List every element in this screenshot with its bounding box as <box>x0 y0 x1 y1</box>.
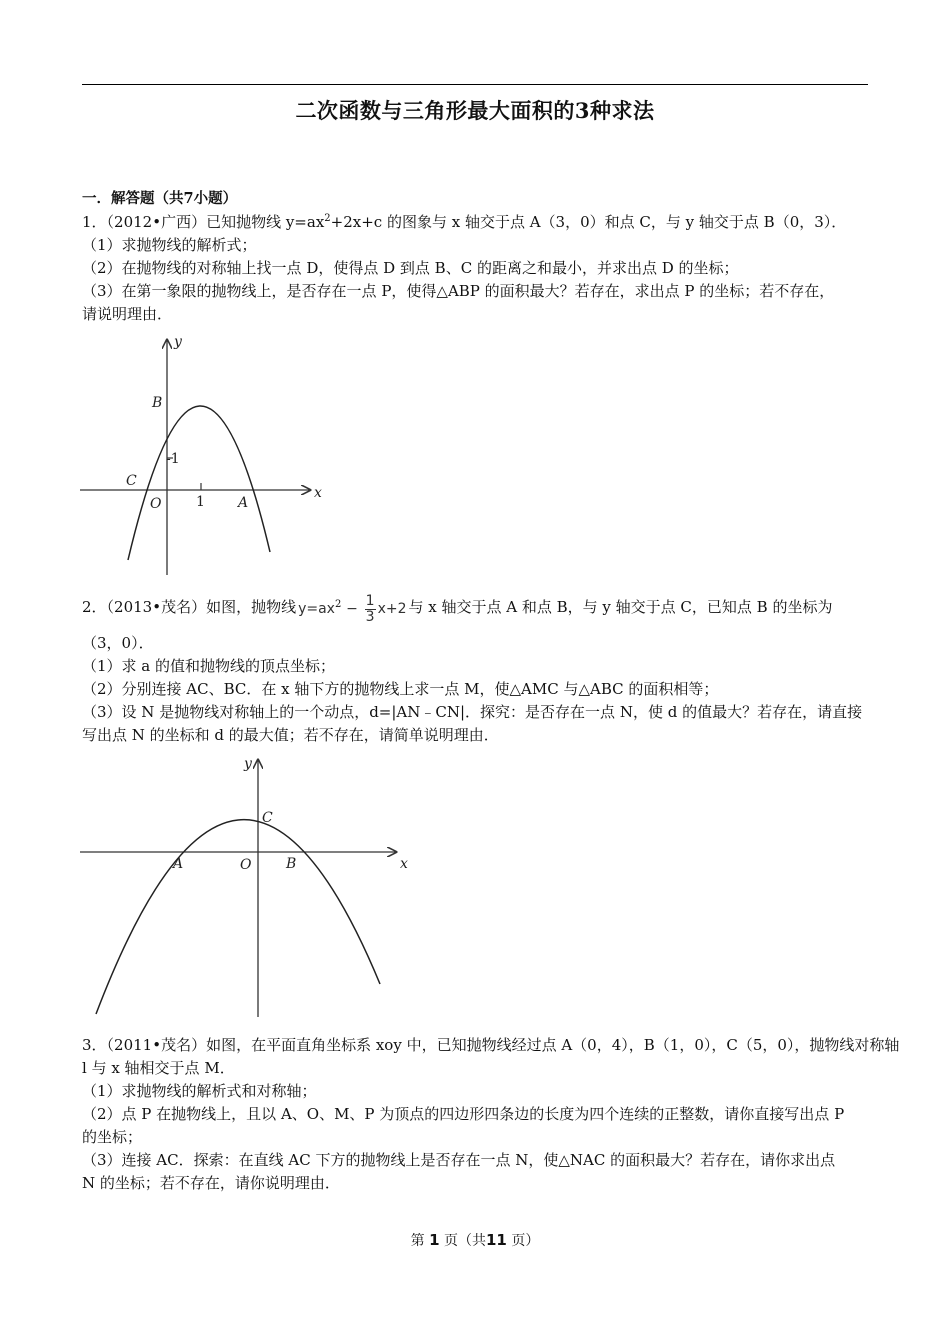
q3-part-2: （2）点 P 在抛物线上，且以 A、O、M、P 为顶点的四边形四条边的长度为四个连续的正整数，请你直接写出点 P <box>82 1105 845 1123</box>
x-tick-label: 1 <box>196 494 205 510</box>
q3-stem-cont: l 与 x 轴相交于点 M． <box>82 1059 235 1077</box>
q2-part-3: （3）设 N 是抛物线对称轴上的一个动点，d=|AN﹣CN|．探究：是否存在一点 N，使 d 的值最大？若存在，请直接 <box>82 703 863 721</box>
q1-stem: 1．（2012•广西）已知抛物线 $y=ax^2+2x+c$ 的图象与 x 轴交于点 A（3，0）和点 C，与 y 轴交于点 B（0，3）． <box>82 213 847 231</box>
page-footer: 第 1 页（共11 页） <box>410 1231 540 1249</box>
q1-part-3: （3）在第一象限的抛物线上，是否存在一点 P，使得△ABP 的面积最大？若存在，求出点 P 的坐标；若不存在， <box>82 282 835 300</box>
q2-part-1: （1）求 a 的值和抛物线的顶点坐标； <box>82 657 336 675</box>
point-a-label: A <box>238 495 249 511</box>
q3-part-2-cont: 的坐标； <box>82 1128 143 1146</box>
q3-part-3: （3）连接 AC．探索：在直线 AC 下方的抛物线上是否存在一点 N，使△NAC 的面积最大？若存在，请你求出点 <box>82 1151 836 1169</box>
q2-part-2: （2）分别连接 AC、BC．在 x 轴下方的抛物线上求一点 M，使△AMC 与△ABC 的面积相等； <box>82 680 719 698</box>
point-b-label: B <box>152 395 163 411</box>
q3-part-1: （1）求抛物线的解析式和对称轴； <box>82 1082 317 1100</box>
q1-part-1: （1）求抛物线的解析式； <box>82 236 257 254</box>
point-b-label: B <box>286 856 297 872</box>
origin-label: O <box>240 857 252 873</box>
point-c-label: C <box>126 473 137 489</box>
header-rule <box>82 84 868 85</box>
parabola-curve <box>96 820 380 1014</box>
total-pages: 11 <box>486 1231 507 1249</box>
q1-part-3-cont: 请说明理由． <box>82 305 173 323</box>
q2-part-3-cont: 写出点 N 的坐标和 d 的最大值；若不存在，请简单说明理由． <box>82 726 499 744</box>
point-a-label: A <box>173 856 184 872</box>
question-2 <box>82 590 872 747</box>
y-axis-label: y <box>244 756 252 772</box>
q2-stem: 2．（2013•茂名）如图，抛物线 $y=ax^2$ − $\frac{1}{3}$ x+2 与 x 轴交于点 A 和点 B，与 y 轴交于点 C，已知点 B 的坐标为 <box>82 592 833 625</box>
parabola-curve <box>128 406 270 560</box>
q1-figure <box>78 330 328 580</box>
section-heading: 一．解答题（共7小题） <box>82 190 238 207</box>
x-axis-label: x <box>314 485 322 501</box>
q2-formula: $y=ax^2$ − $\frac{1}{3}$ x+2 <box>298 592 407 625</box>
y-tick-label: -1 <box>166 451 180 467</box>
origin-label: O <box>150 496 162 512</box>
q2-stem-cont: （3，0）． <box>82 634 154 652</box>
page-title: 二次函数与三角形最大面积的3种求法 <box>295 98 655 123</box>
q3-stem: 3．（2011•茂名）如图，在平面直角坐标系 xoy 中，已知抛物线经过点 A（0，4），B（1，0），C（5，0），抛物线对称轴 <box>82 1036 900 1054</box>
x-axis-label: x <box>400 856 408 872</box>
question-1 <box>82 211 872 326</box>
q2-figure <box>78 752 418 1022</box>
question-3 <box>82 1034 900 1195</box>
q3-part-3-cont: N 的坐标；若不存在，请你说明理由． <box>82 1174 340 1192</box>
q1-part-2: （2）在抛物线的对称轴上找一点 D，使得点 D 到点 B、C 的距离之和最小，并求出点 D 的坐标； <box>82 259 739 277</box>
y-axis-label: y <box>174 334 182 350</box>
point-c-label: C <box>262 810 273 826</box>
page-number: 1 <box>429 1231 440 1249</box>
